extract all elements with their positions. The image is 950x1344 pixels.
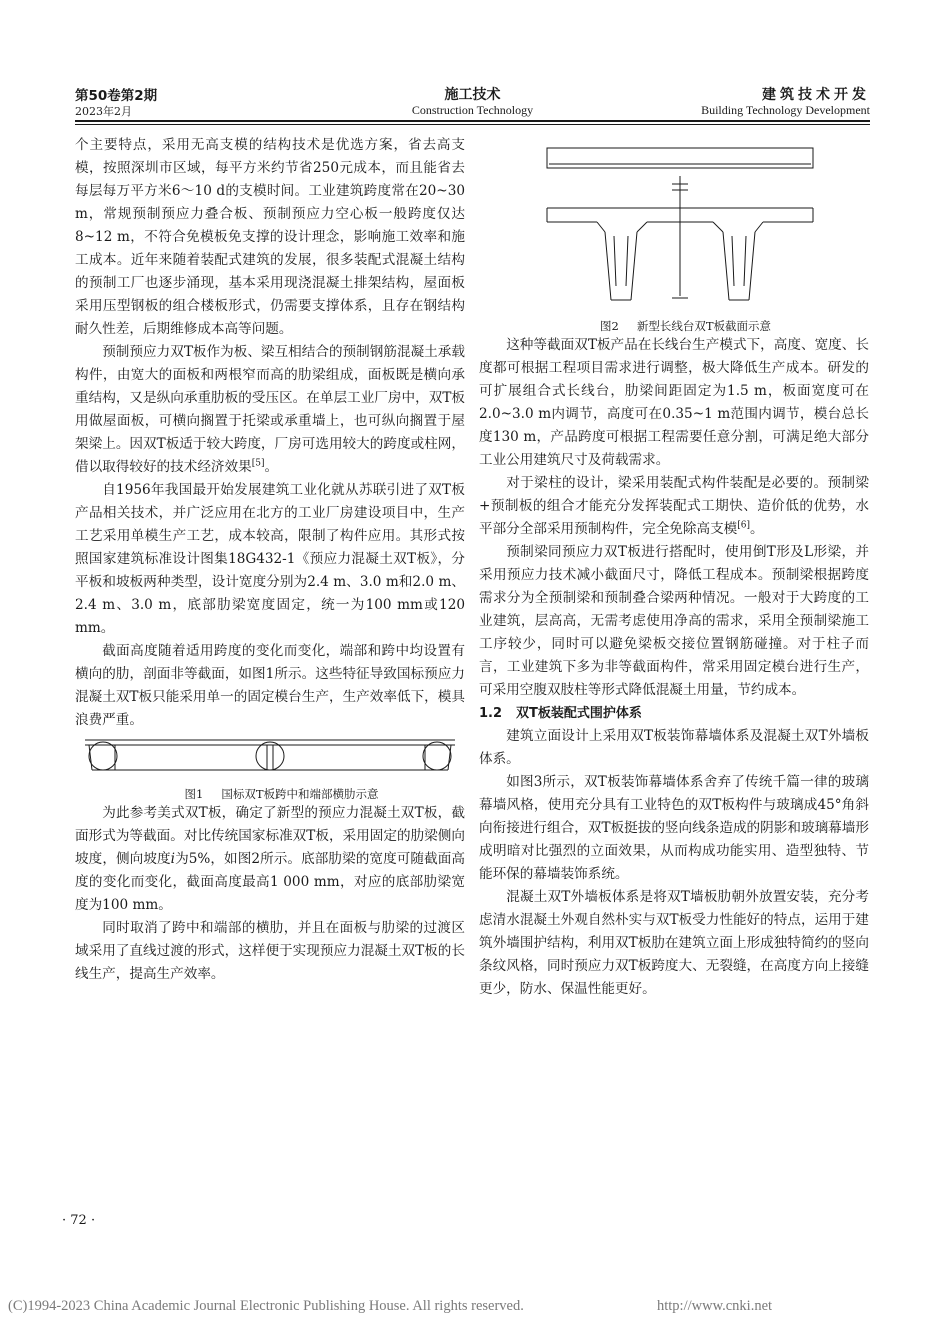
paragraph: 如图3所示，双T板装饰幕墙体系舍弃了传统千篇一律的玻璃幕墙风格，使用充分具有工业特色的双T板构件与玻璃成45°角斜向衔接进行组合，双T板挺拔的竖向线条造成的阴影和玻璃幕墙形成明暗对比强烈的立面效果，从而构成功能实用、造型独特、节能环保的幕墙装饰系统。 bbox=[479, 774, 869, 882]
header-rule-thin bbox=[75, 124, 870, 125]
paragraph: 为此参考美式双T板，确定了新型的预应力混凝土双T板，截面形式为等截面。对比传统国家标准双T板，采用固定的肋梁侧向坡度，侧向坡度i为5%，如图2所示。底部肋梁的宽度可随截面高度的变化而变化，截面高度最高1 000 mm，对应的底部肋梁宽度为100 mm。 bbox=[75, 805, 465, 913]
paragraph: 自1956年我国最开始发展建筑工业化就从苏联引进了双T板产品相关技术，并广泛应用在北方的工业厂房建设项目中，生产工艺采用单模生产工艺，成本较高，限制了构件应用。其形式按照国家建筑标准设计图集18G432-1《预应力混凝土双T板》，分平板和坡板两种类型，设计宽度分别为2.4 m、3.0 m和2.0 m、2.4 m、3.0 m，底部肋梁宽度固定，统一为100 mm或120 mm。 bbox=[75, 482, 465, 636]
paragraph: 建筑立面设计上采用双T板装饰幕墙体系及混凝土双T外墙板体系。 bbox=[479, 728, 869, 767]
paragraph: 混凝土双T外墙板体系是将双T墙板肋朝外放置安装，充分考虑清水混凝土外观自然朴实与双T板受力性能好的特点，运用于建筑外墙围护结构，利用双T板肋在建筑立面上形成独特简约的竖向条纹风格，同时预应力双T板跨度大、无裂缝，在高度方向上接缝更少，防水、保温性能更好。 bbox=[479, 889, 869, 997]
header-rule-thick bbox=[75, 120, 870, 122]
section-title-cn: 建筑技术开发 bbox=[762, 87, 870, 103]
figure-1-drawing bbox=[75, 734, 465, 782]
figure-2-label: 图2 bbox=[600, 319, 619, 333]
figure-1-caption: 图1 国标双T板跨中和端部横肋示意 bbox=[184, 787, 379, 801]
page-number: · 72 · bbox=[62, 1213, 96, 1228]
footer-url: http://www.cnki.net bbox=[657, 1298, 773, 1314]
figure-2-drawing bbox=[479, 136, 869, 314]
paragraph: 对于梁柱的设计，梁采用装配式构件装配是必要的。预制梁+预制板的组合才能充分发挥装配式工期快、造价低的优势，水平部分全部采用预制构件，完全免除高支模[6]。 bbox=[479, 475, 869, 537]
issue-date: 2023年2月 bbox=[75, 105, 132, 118]
paragraph: 预制预应力双T板作为板、梁互相结合的预制钢筋混凝土承载构件，由宽大的面板和两根窄而高的肋梁组成，面板既是横向承重结构，又是纵向承重肋板的受压区。在单层工业厂房中，双T板用做屋面板，可横向搁置于托梁或承重墙上，也可纵向搁置于屋架梁上。因双T板适于较大跨度，厂房可选用较大的跨度或柱网，借以取得较好的技术经济效果[5]。 bbox=[75, 344, 465, 475]
journal-title-cn: 施工技术 bbox=[444, 87, 501, 103]
section-title-en: Building Technology Development bbox=[701, 103, 870, 117]
figure-1 bbox=[75, 734, 465, 782]
left-column bbox=[75, 134, 465, 986]
paragraph: 个主要特点，采用无高支模的结构技术是优选方案，省去高支模，按照深圳市区域，每平方米约节省250元成本，而且能省去每层每万平方米6～10 d的支模时间。工业建筑跨度常在20~30 m，常规预制预应力叠合板、预制预应力空心板一般跨度仅达8~12 m，不符合免模板免支撑的设计理念，影响施工效率和施工成本。近年来随着装配式建筑的发展，很多装配式混凝土结构的预制工厂也逐步涌现，基本采用现浇混凝土排架结构，屋面板采用压型钢板的组合楼板形式，仍需要支撑体系，且存在钢结构耐久性差，后期维修成本高等问题。 bbox=[75, 137, 465, 337]
slope-variable: i bbox=[170, 851, 176, 867]
figure-2-caption: 图2 新型长线台双T板截面示意 bbox=[600, 319, 771, 333]
section-number: 1.2 bbox=[479, 706, 503, 721]
section-title: 双T板装配式围护体系 bbox=[516, 706, 642, 721]
section-heading bbox=[479, 702, 869, 725]
paragraph: 截面高度随着适用跨度的变化而变化，端部和跨中均设置有横向的肋，剖面非等截面，如图1所示。这些特征导致国标预应力混凝土双T板只能采用单一的固定模台生产，生产效率低下，模具浪费严重。 bbox=[75, 643, 465, 728]
citation: [6] bbox=[737, 520, 751, 531]
citation: [5] bbox=[251, 458, 265, 469]
paragraph: 预制梁同预应力双T板进行搭配时，使用倒T形及L形梁，并采用预应力技术减小截面尺寸，降低工程成本。预制梁根据跨度需求分为全预制梁和预制叠合梁两种情况。一般对于大跨度的工业建筑，层高高，无需考虑使用净高的需求，采用全预制梁施工工序较少，同时可以避免梁板交接位置钢筋碰撞。对于柱子而言，工业建筑下多为非等截面构件，常采用固定模台进行生产，可采用空腹双肢柱等形式降低混凝土用量，节约成本。 bbox=[479, 544, 869, 698]
figure-1-label: 图1 bbox=[184, 787, 204, 801]
right-column bbox=[479, 134, 869, 1001]
volume-issue: 第50卷第2期 bbox=[75, 88, 158, 104]
paragraph: 同时取消了跨中和端部的横肋，并且在面板与肋梁的过渡区域采用了直线过渡的形式，这样便于实现预应力混凝土双T板的长线生产，提高生产效率。 bbox=[75, 920, 465, 982]
footer-copyright: (C)1994-2023 China Academic Journal Electronic Publishing House. All rights reserved. bbox=[8, 1298, 524, 1314]
journal-title-en: Construction Technology bbox=[411, 103, 534, 117]
paragraph: 这种等截面双T板产品在长线台生产模式下，高度、宽度、长度都可根据工程项目需求进行调整，极大降低生产成本。研发的可扩展组合式长线台，肋梁间距固定为1.5 m，板面宽度可在2.0~3.0 m内调节，高度可在0.35~1 m范围内调节，模台总长度130 m，产品跨度可根据工程需要任意分割，可满足绝大部分工业公用建筑尺寸及荷载需求。 bbox=[479, 337, 869, 468]
figure-2 bbox=[479, 136, 869, 314]
running-header bbox=[75, 84, 870, 120]
